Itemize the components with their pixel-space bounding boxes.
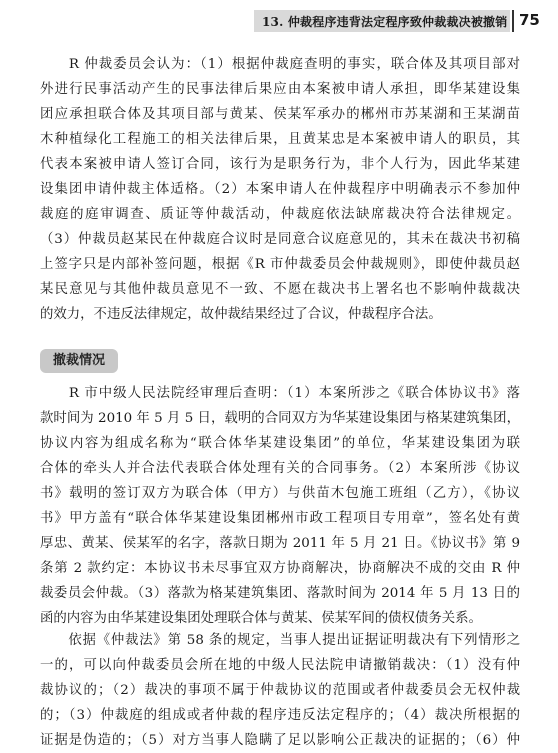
text-line: （3）仲裁员赵某民在仲裁庭合议时是同意合议庭意见的，其未在裁决书初稿 [40,232,520,247]
text-line: 木种植绿化工程施工的相关法律后果，且黄某忠是本案被申请人的职员，其 [40,132,520,147]
text-line: 外进行民事活动产生的民事法律后果应由本案被申请人承担，即华某建设集 [40,82,520,97]
header-divider [512,10,514,32]
text-line: 裁委员会仲裁。（3）落款为格某建筑集团、落款时间为 2014 年 5 月 13 日的 [40,586,520,601]
text-line: 上签字只是内部补签问题，根据《R 市仲裁委员会仲裁规则》，即使仲裁员赵 [40,257,520,272]
text-line: 一的，可以向仲裁委员会所在地的中级人民法院申请撤销裁决：（1）没有仲 [40,658,520,673]
text-line: 裁协议的；（2）裁决的事项不属于仲裁协议的范围或者仲裁委员会无权仲裁 [40,683,520,698]
text-line: 厚忠、黄某、侯某军的名字，落款日期为 2011 年 5 月 21 日。《协议书》第 9 [40,536,520,551]
text-line: 书》载明的签订双方为联合体（甲方）与供苗木包施工班组（乙方），《协议 [40,486,520,501]
text-line: 设集团申请仲裁主体适格。（2）本案申请人在仲裁程序中明确表示不参加仲 [40,182,520,197]
text-line: 代表本案被申请人签订合同，该行为是职务行为，非个人行为，因此华某建 [40,157,520,172]
text-line: 合体的牵头人并合法代表联合体处理有关的合同事务。（2）本案所涉《协议 [40,461,520,476]
text-line: 依据《仲裁法》第 58 条的规定，当事人提出证据证明裁决有下列情形之 [40,633,520,648]
running-header [0,10,558,34]
text-line: 函的内容为由华某建设集团处理联合体与黄某、侯某军间的债权债务关系。 [40,611,482,626]
paragraph-court-findings [40,381,520,631]
text-line: R 市中级人民法院经审理后查明：（1）本案所涉之《联合体协议书》落 [40,386,520,401]
text-line: R 仲裁委员会认为：（1）根据仲裁庭查明的事实，联合体及其项目部对 [40,57,520,72]
paragraph-arbitration-commission-opinion [40,52,520,327]
text-line: 协议内容为组成名称为“联合体华某建设集团”的单位，华某建设集团为联 [40,436,520,451]
text-line: 团应承担联合体及其项目部与黄某、侯某军承办的郴州市苏某湖和王某湖苗 [40,107,520,122]
text-line: 证据是伪造的；（5）对方当事人隐瞒了足以影响公正裁决的证据的；（6）仲 [40,733,520,748]
text-line: 某民意见与其他仲裁员意见不一致、不愿在裁决书上署名也不影响仲裁裁决 [40,282,520,297]
header-title: 13. 仲裁程序违背法定程序致仲裁裁决被撤销 [262,15,508,29]
section-title-badge: 撤裁情况 [40,349,118,373]
paragraph-arbitration-law-article-58 [40,628,520,753]
page-number: 75 [519,11,540,29]
text-line: 裁庭的庭审调查、质证等仲裁活动，仲裁庭依法缺席裁决符合法律规定。 [40,207,520,222]
text-line: 款时间为 2010 年 5 月 5 日，载明的合同双方为华某建设集团与格某建筑集团， [40,411,520,426]
text-line: 的效力，不违反法律规定，故仲裁结果经过了合议，仲裁程序合法。 [40,307,442,322]
text-line: 条第 2 款约定：本协议书未尽事宜双方协商解决，协商解决不成的交由 R 仲 [40,561,520,576]
text-line: 的；（3）仲裁庭的组成或者仲裁的程序违反法定程序的；（4）裁决所根据的 [40,708,520,723]
text-line: 书》甲方盖有“联合体华某建设集团郴州市政工程项目专用章”，签名处有黄 [40,511,520,526]
